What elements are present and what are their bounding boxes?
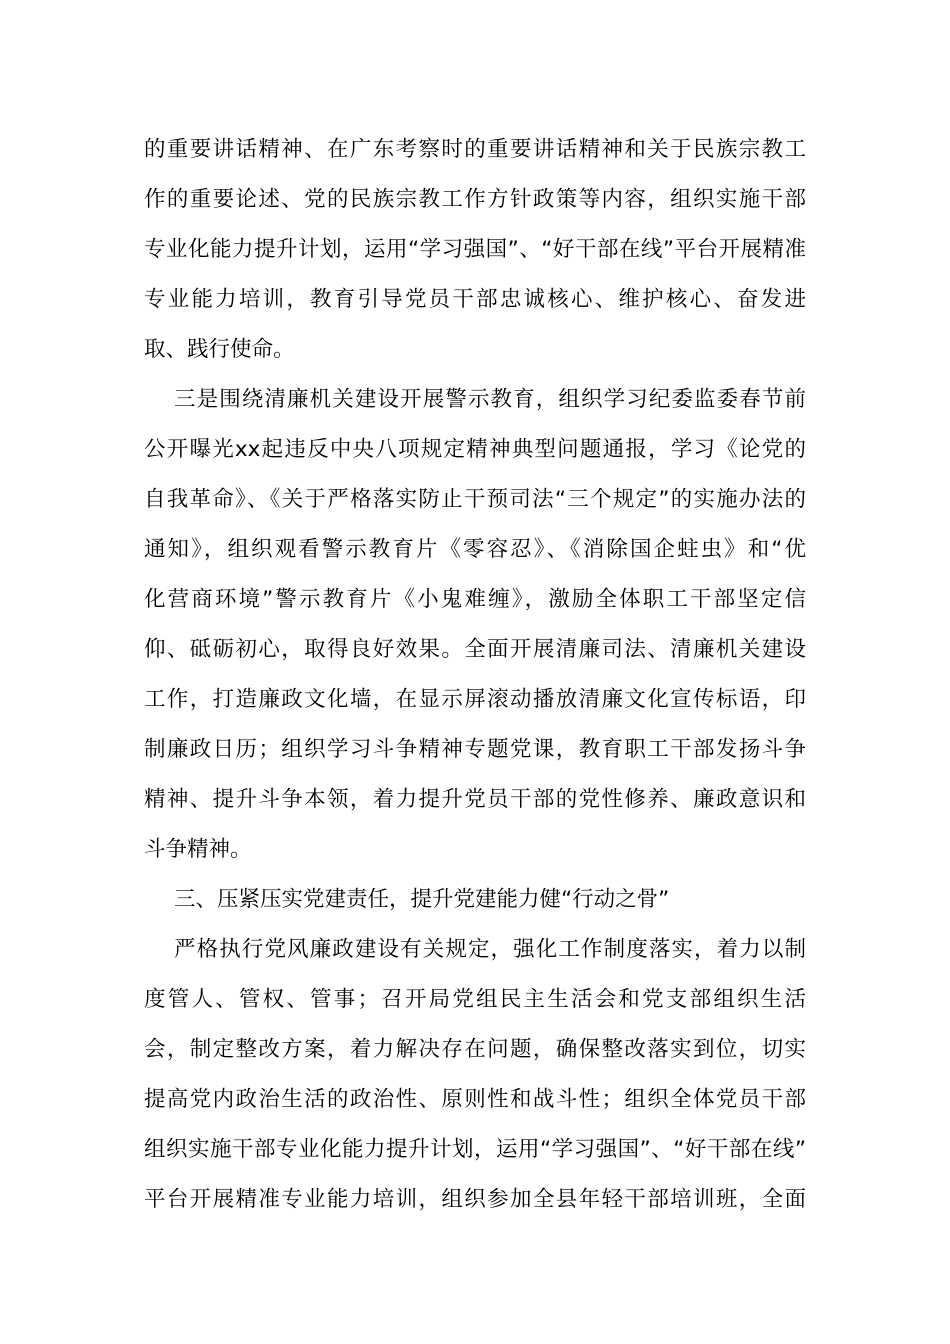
paragraph-first-line: 严格执行党风廉政建设有关规定，强化工作制度落实，着力以制 [174,937,806,962]
text-line: 提高党内政治生活的政治性、原则性和战斗性；组织全体党员干部 [144,1087,806,1112]
text-line: 组织实施干部专业化能力提升计划，运用“学习强国”、“好干部在线” [144,1137,806,1162]
text-line: 专业化能力提升计划，运用“学习强国”、“好干部在线”平台开展精准 [144,237,806,262]
text-line: 精神、提升斗争本领，着力提升党员干部的党性修养、廉政意识和 [144,787,806,812]
text-line: 专业能力培训，教育引导党员干部忠诚核心、维护核心、奋发进 [144,287,806,312]
paragraph-end-line: 取、践行使命。 [144,337,295,362]
text-line: 化营商环境”警示教育片《小鬼难缠》，激励全体职工干部坚定信 [144,587,806,612]
text-line: 通知》，组织观看警示教育片《零容忍》、《消除国企蛀虫》和“优 [144,537,806,562]
text-line: 度管人、管权、管事；召开局党组民主生活会和党支部组织生活 [144,987,806,1012]
paragraph-end-line: 斗争精神。 [144,837,252,862]
paragraph-first-line: 三是围绕清廉机关建设开展警示教育，组织学习纪委监委春节前 [174,387,806,412]
section-heading: 三、压紧压实党建责任，提升党建能力健“行动之骨” [174,887,670,912]
text-line: 工作，打造廉政文化墙，在显示屏滚动播放清廉文化宣传标语，印 [144,687,806,712]
text-line: 仰、砥砺初心，取得良好效果。全面开展清廉司法、清廉机关建设 [144,637,806,662]
text-line: 作的重要论述、党的民族宗教工作方针政策等内容，组织实施干部 [144,187,806,212]
text-line: 公开曝光xx起违反中央八项规定精神典型问题通报，学习《论党的 [144,437,806,462]
text-line: 平台开展精准专业能力培训，组织参加全县年轻干部培训班，全面 [144,1187,806,1212]
text-line: 自我革命》、《关于严格落实防止干预司法“三个规定”的实施办法的 [144,487,806,512]
text-line: 制廉政日历；组织学习斗争精神专题党课，教育职工干部发扬斗争 [144,737,806,762]
text-line: 会，制定整改方案，着力解决存在问题，确保整改落实到位，切实 [144,1037,806,1062]
text-line: 的重要讲话精神、在广东考察时的重要讲话精神和关于民族宗教工 [144,137,806,162]
